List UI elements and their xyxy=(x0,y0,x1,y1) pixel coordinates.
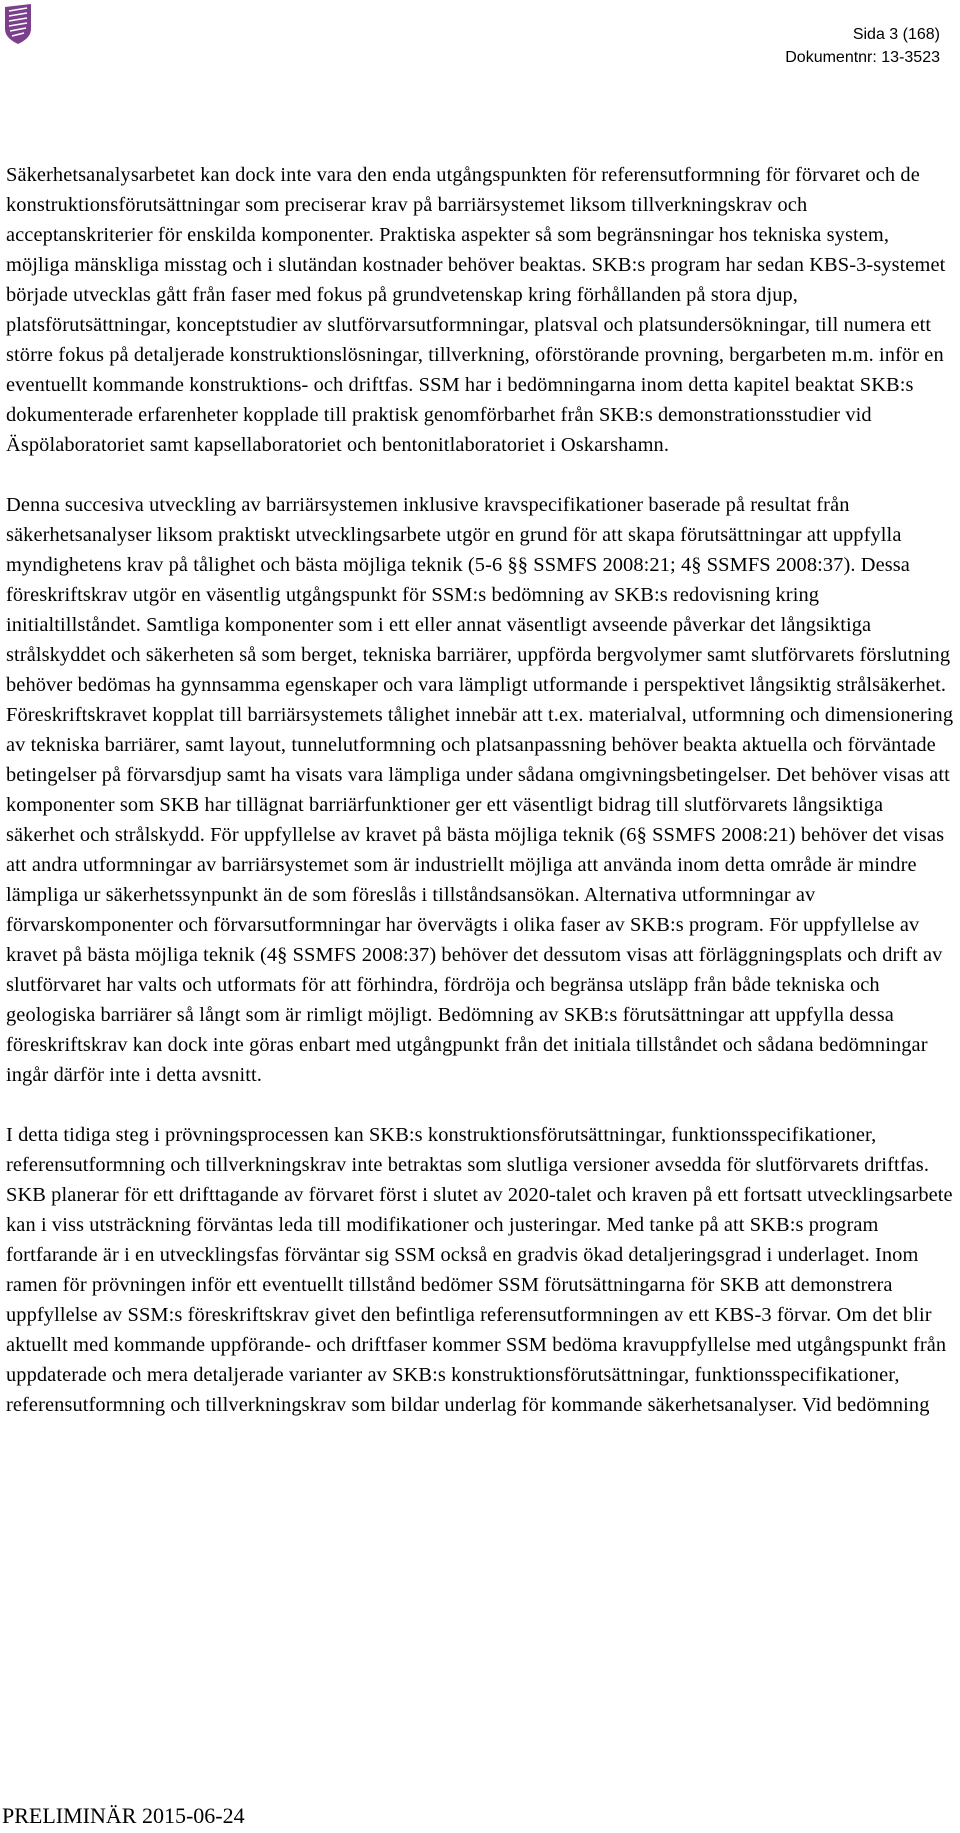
paragraph-3: I detta tidiga steg i prövningsprocessen kan SKB:s konstruktionsförutsättningar, funktionsspecifikationer, referensutformning och tillverkningskrav inte betraktas som slutliga versioner avsedda för slutförvarets driftfas. SKB planerar för ett drifttagande av förvaret först i slutet av 2020-talet och kraven på ett fortsatt utvecklingsarbete kan i viss utsträckning förväntas leda till modifikationer och justeringar. Med tanke på att SKB:s program fortfarande är i en utvecklingsfas förväntar sig SSM också en gradvis ökad detaljeringsgrad i underlaget. Inom ramen för prövningen inför ett eventuellt tillstånd bedömer SSM förutsättningarna för SKB att demonstrera uppfyllelse av SSM:s föreskriftskrav givet den befintliga referensutformningen av ett KBS-3 förvar. Om det blir aktuellt med kommande uppförande- och driftfaser kommer SSM bedöma kravuppfyllelse med utgångspunkt från uppdaterade och mera detaljerade varianter av SKB:s konstruktionsförutsättningar, funktionsspecifikationer, referensutformning och tillverkningskrav som bildar underlag för kommande säkerhetsanalyser. Vid bedömning xyxy=(6,1124,953,1416)
preliminary-footer: PRELIMINÄR 2015-06-24 xyxy=(2,1803,245,1828)
paragraph-1: Säkerhetsanalysarbetet kan dock inte vara den enda utgångspunkten för referensutformning för förvaret och de konstruktionsförutsättningar som preciserar krav på barriärsystemet liksom tillverkningskrav och acceptanskriterier för enskilda komponenter. Praktiska aspekter så som begränsningar hos tekniska system, möjliga mänskliga misstag och i slutändan kostnader behöver beaktas. SKB:s program har sedan KBS-3-systemet började utvecklas gått från faser med fokus på grundvetenskap kring förhållanden på stora djup, platsförutsättningar, konceptstudier av slutförvarsutformningar, platsval och platsundersökningar, till numera ett större fokus på detaljerade konstruktionslösningar, tillverkning, oförstörande provning, bergarbeten m.m. inför en eventuellt kommande konstruktions- och driftfas. SSM har i bedömningarna inom detta kapitel beaktat SKB:s dokumenterade erfarenheter kopplade till praktisk genomförbarhet från SKB:s demonstrationsstudier vid Äspölaboratoriet samt kapsellaboratoriet och bentonitlaboratoriet i Oskarshamn. xyxy=(6,164,946,456)
page-header xyxy=(785,23,940,69)
ssm-shield-logo-icon xyxy=(4,3,32,45)
document-body xyxy=(6,160,956,1450)
page-number: Sida 3 (168) xyxy=(852,26,940,43)
paragraph-2: Denna succesiva utveckling av barriärsystemen inklusive kravspecifikationer baserade på resultat från säkerhetsanalyser liksom praktiskt utvecklingsarbete utgör en grund för att skapa förutsättningar att uppfylla myndighetens krav på tålighet och bästa möjliga teknik (5-6 §§ SSMFS 2008:21; 4§ SSMFS 2008:37). Dessa föreskriftskrav utgör en väsentlig utgångspunkt för SSM:s bedömning av SKB:s redovisning kring initialtillståndet. Samtliga komponenter som i ett eller annat väsentligt avseende påverkar det långsiktiga strålskyddet och säkerheten så som berget, tekniska barriärer, uppförda bergvolymer samt slutförvarets förslutning behöver bedömas ha gynnsamma egenskaper och vara lämpligt utformande i perspektivet långsiktig strålsäkerhet. Föreskriftskravet kopplat till barriärsystemets tålighet innebär att t.ex. materialval, utformning och dimensionering av tekniska barriärer, samt layout, tunnelutformning och platsanpassning behöver beakta aktuella och förväntade betingelser på förvarsdjup samt ha visats vara lämpliga under sådana omgivningsbetingelser. Det behöver visas att komponenter som SKB har tillägnat barriärfunktioner ger ett väsentligt bidrag till slutförvarets långsiktiga säkerhet och strålskydd. För uppfyllelse av kravet på bästa möjliga teknik (6§ SSMFS 2008:21) behöver det visas att andra utformningar av barriärsystemet som är industriellt möjliga att använda inom detta område är mindre lämpliga ur säkerhetssynpunkt än de som föreslås i tillståndsansökan. Alternativa utformningar av förvarskomponenter och förvarsutformningar har övervägts i olika faser av SKB:s program. För uppfyllelse av kravet på bästa möjliga teknik (4§ SSMFS 2008:37) behöver det dessutom visas att förläggningsplats och drift av slutförvaret har valts och utformats för att förhindra, fördröja och begränsa utsläpp från både tekniska och geologiska barriärer så långt som är rimligt möjligt. Bedömning av SKB:s förutsättningar att uppfylla dessa föreskriftskrav kan dock inte göras enbart med utgångpunkt från det initiala tillståndet och sådana bedömningar ingår därför inte i detta avsnitt. xyxy=(6,494,954,1086)
document-number: Dokumentnr: 13-3523 xyxy=(785,49,940,66)
